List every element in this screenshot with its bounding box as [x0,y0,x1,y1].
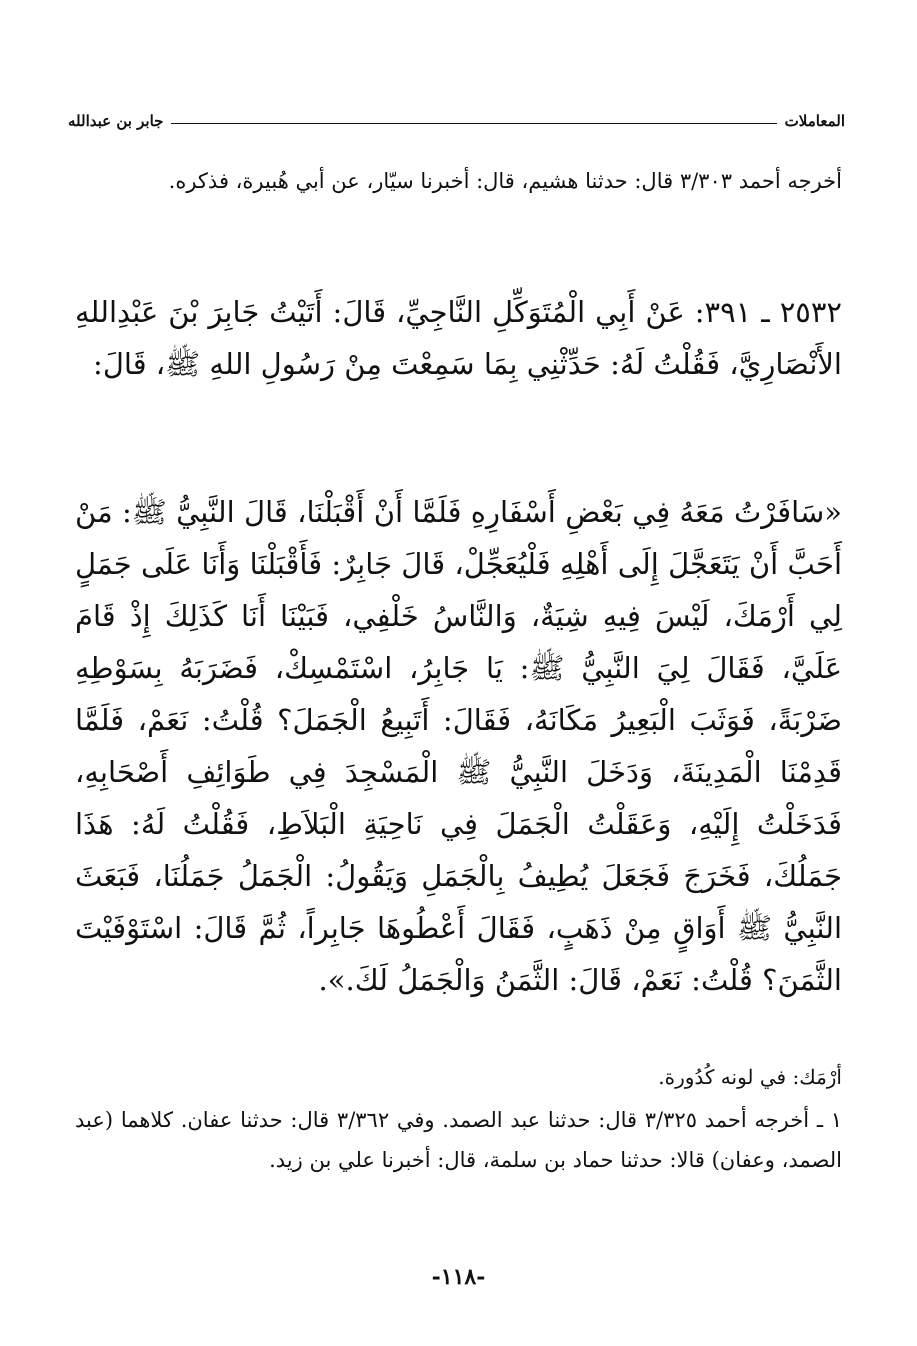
gloss-note: أرْمَك: في لونه كُدُورة. [658,1065,842,1089]
hadith-isnad: ٢٥٣٢ ـ ٣٩١: عَنْ أَبِي الْمُتَوَكِّلِ النَّاجِيِّ، قَالَ: أَتَيْتُ جَابِرَ بْنَ عَبْدِاللهِ الأَنْصَارِيَّ، فَقُلْتُ لَهُ: حَدِّثْنِي بِمَا سَمِعْتَ مِنْ رَسُولِ اللهِ ﷺ، قَالَ: [75,295,842,381]
page-number: -١١٨- [431,1264,486,1290]
running-header [68,104,845,130]
header-section-title: المعاملات [784,112,845,130]
header-rule [171,123,776,124]
footnote-bottom: ١ ـ أخرجه أحمد ٣/٣٢٥ قال: حدثنا عبد الصمد. وفي ٣/٣٦٢ قال: حدثنا عفان. كلاهما (عبد الصمد، وعفان) قالا: حدثنا حماد بن سلمة، قال: أخبرنا علي بن زيد. [75,1108,842,1172]
footnote-top: أخرجه أحمد ٣/٣٠٣ قال: حدثنا هشيم، قال: أخبرنا سيّار، عن أبي هُبيرة، فذكره. [168,169,842,193]
header-narrator: جابر بن عبدالله [68,112,164,130]
hadith-matn: «سَافَرْتُ مَعَهُ فِي بَعْضِ أَسْفَارِهِ فَلَمَّا أَنْ أَقْبَلْنَا، قَالَ النَّبِيُّ ﷺ: مَنْ أَحَبَّ أَنْ يَتَعَجَّلَ إِلَى أَهْلِهِ فَلْيُعَجِّلْ، قَالَ جَابِرٌ: فَأَقْبَلْنَا وَأَنَا عَلَى جَمَلٍ لِي أَرْمَكَ، لَيْسَ فِيهِ شِيَةٌ، وَالنَّاسُ خَلْفِي، فَبَيْنَا أَنَا كَذَلِكَ إِذْ قَامَ عَلَيَّ، فَقَالَ لِيَ النَّبِيُّ ﷺ: يَا جَابِرُ، اسْتَمْسِكْ، فَضَرَبَهُ بِسَوْطِهِ ضَرْبَةً، فَوَثَبَ الْبَعِيرُ مَكَانَهُ، فَقَالَ: أَتَبِيعُ الْجَمَلَ؟ قُلْتُ: نَعَمْ، فَلَمَّا قَدِمْنَا الْمَدِينَةَ، وَدَخَلَ النَّبِيُّ ﷺ الْمَسْجِدَ فِي طَوَائِفِ أَصْحَابِهِ، فَدَخَلْتُ إِلَيْهِ، وَعَقَلْتُ الْجَمَلَ فِي نَاحِيَةِ الْبَلاَطِ، فَقُلْتُ لَهُ: هَذَا جَمَلُكَ، فَخَرَجَ فَجَعَلَ يُطِيفُ بِالْجَمَلِ وَيَقُولُ: الْجَمَلُ جَمَلُنَا، فَبَعَثَ النَّبِيُّ ﷺ أَوَاقٍ مِنْ ذَهَبٍ، فَقَالَ أَعْطُوهَا جَابِراً، ثُمَّ قَالَ: اسْتَوْفَيْتَ الثَّمَنَ؟ قُلْتُ: نَعَمْ، قَالَ: الثَّمَنُ وَالْجَمَلُ لَكَ.». [75,495,842,997]
